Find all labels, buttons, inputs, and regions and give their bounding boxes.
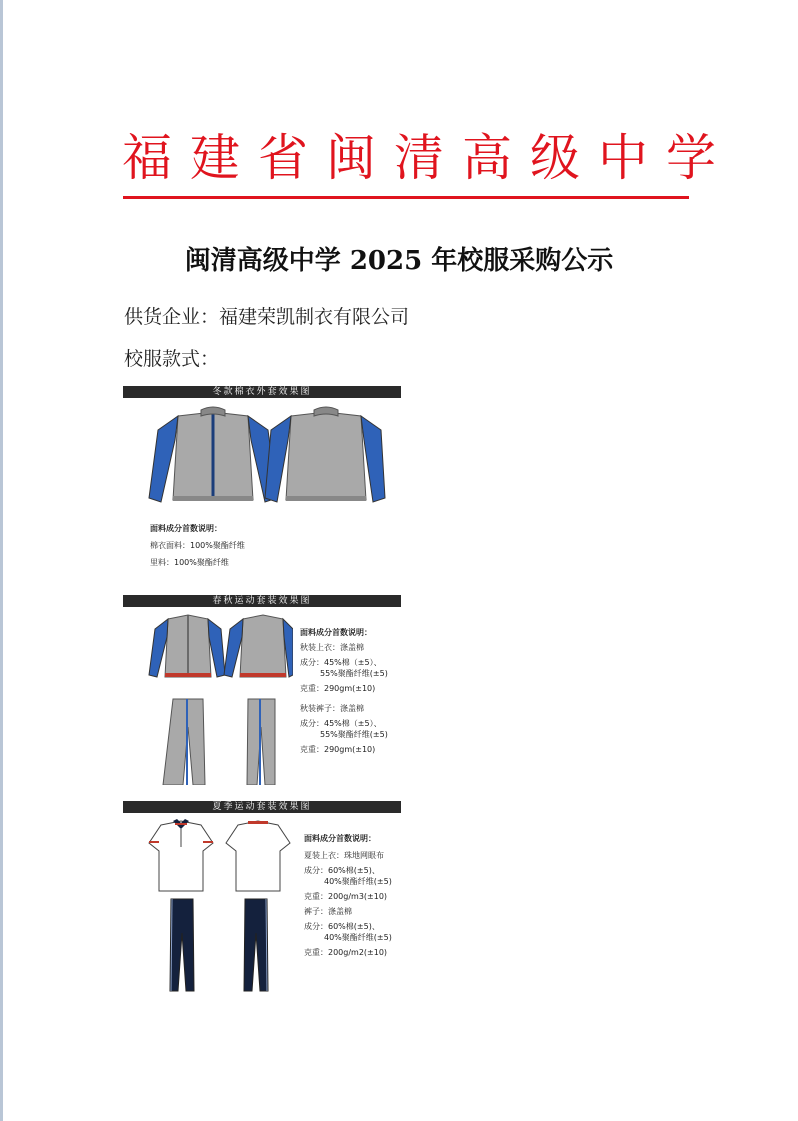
winter-jacket-panel: [123, 386, 401, 579]
winter-jacket-front: [149, 407, 277, 502]
summer-spec-line: 成分：60%棉(±5)、: [304, 866, 380, 875]
spring-spec-line: 成分：45%棉（±5）、: [300, 719, 382, 728]
summer-spec-line: 40%聚酯纤维(±5): [324, 877, 392, 886]
winter-spec-line: 棉衣面料：100%聚酯纤维: [150, 541, 245, 550]
summer-spec-line: 克重：200g/m3(±10): [304, 892, 388, 901]
spring-spec-line: 秋装裤子：涤盖棉: [300, 704, 364, 713]
spring-jacket-front: [149, 615, 225, 677]
summer-trousers-front: [170, 899, 194, 991]
summer-polo-front: [149, 819, 213, 891]
letterhead-school-name: 福建省闽清高级中学: [122, 129, 734, 187]
spring-trousers-back: [247, 699, 275, 785]
spring-spec-line: 克重：290gm(±10): [300, 745, 376, 754]
summer-suit-panel: [123, 801, 401, 993]
spring-trousers-front: [163, 699, 205, 785]
document-title: 闽清高级中学 2025 年校服采购公示: [184, 246, 614, 276]
spring-jacket-back: [224, 615, 293, 677]
summer-spec-line: 40%聚酯纤维(±5): [324, 933, 392, 942]
summer-suit-illustration: [123, 813, 293, 993]
spring-autumn-panel: [123, 595, 401, 785]
winter-jacket-back: [265, 407, 385, 502]
winter-spec-line: 里料：100%聚酯纤维: [150, 558, 229, 567]
summer-spec-title: 面料成分首数说明：: [304, 834, 376, 843]
winter-jacket-illustration: [123, 400, 401, 520]
letterhead-divider: [123, 196, 689, 199]
page-left-border: [0, 0, 3, 1121]
summer-trousers-back: [244, 899, 268, 991]
spring-spec-line: 秋装上衣：涤盖棉: [300, 643, 364, 652]
spring-panel-heading: 春秋运动套装效果图: [123, 595, 401, 607]
spring-spec-line: 成分：45%棉（±5）、: [300, 658, 382, 667]
summer-spec-line: 夏装上衣：珠地网眼布: [304, 851, 384, 860]
spring-spec-line: 55%聚酯纤维(±5): [320, 730, 388, 739]
summer-spec-line: 裤子：涤盖棉: [304, 907, 352, 916]
supplier-line: 供货企业：福建荣凯制衣有限公司: [124, 306, 410, 328]
winter-panel-heading: 冬款棉衣外套效果图: [123, 386, 401, 398]
summer-spec-line: 成分：60%棉(±5)、: [304, 922, 380, 931]
summer-panel-heading: 夏季运动套装效果图: [123, 801, 401, 813]
winter-spec-title: 面料成分首数说明：: [150, 524, 222, 533]
summer-spec-line: 克重：200g/m2(±10): [304, 948, 388, 957]
spring-spec-line: 克重：290gm(±10): [300, 684, 376, 693]
summer-polo-back: [226, 821, 290, 891]
spring-spec-line: 55%聚酯纤维(±5): [320, 669, 388, 678]
spring-spec-title: 面料成分首数说明：: [300, 628, 372, 637]
styles-label: 校服款式：: [124, 348, 220, 370]
spring-suit-illustration: [123, 607, 293, 785]
